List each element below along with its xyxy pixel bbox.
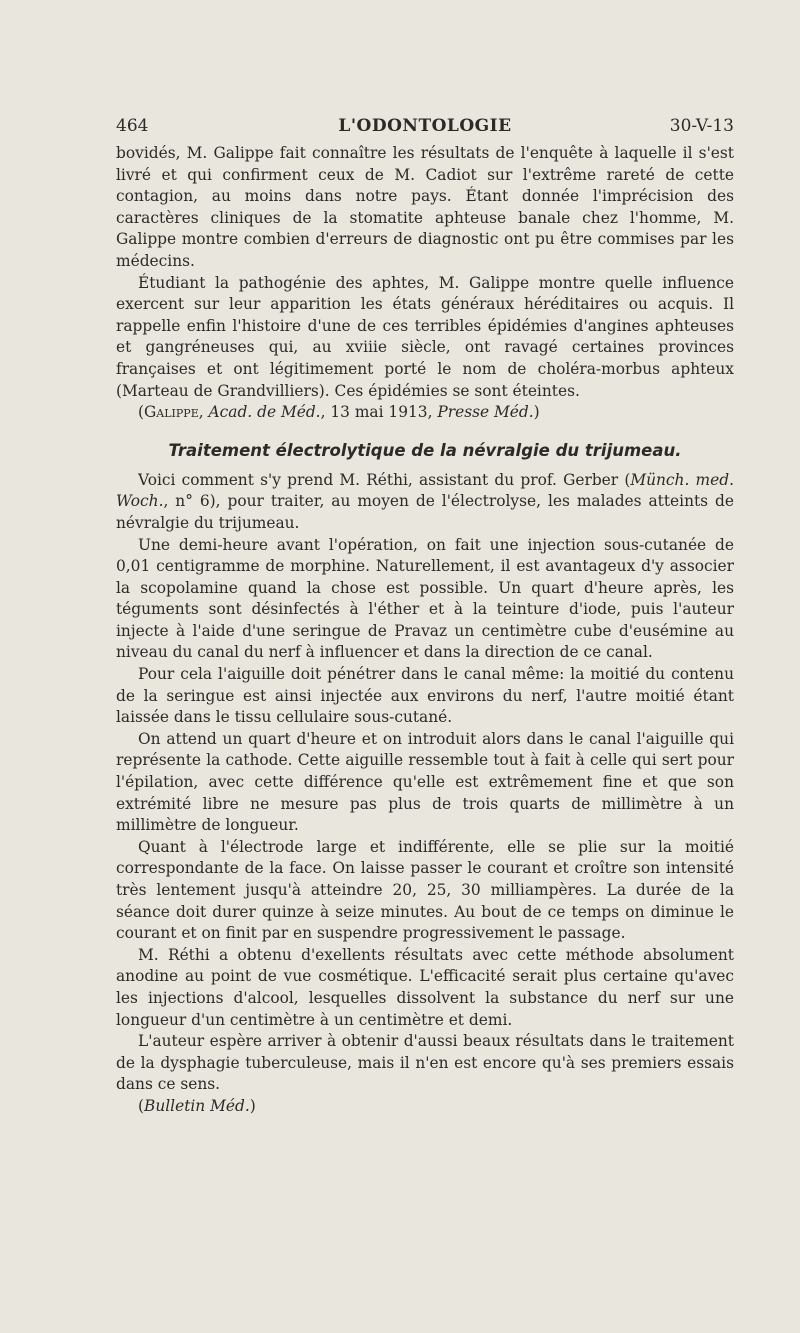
citation-date: , 13 mai 1913, <box>320 403 438 422</box>
citation-open: ( <box>138 403 145 422</box>
citation-close: ) <box>249 1096 256 1115</box>
citation <box>116 402 734 424</box>
paragraph <box>116 470 734 535</box>
paragraph-text: Voici comment s'y prend M. Réthi, assistant du prof. Gerber ( <box>138 470 631 489</box>
paragraph: Une demi-heure avant l'opération, on fait une injection sous-cutanée de 0,01 centigramme de morphine. Naturellement, il est avantageux d'y associer la scopolamine quand la chose est possible. Un quart d'heure après, les téguments sont désinfectés à l'éther et à la teinture d'iode, puis l'auteur injecte à l'aide d'une seringue de Pravaz un centimètre cube d'eusémine au niveau du canal du nerf à influencer et dans la direction de ce canal. <box>116 535 734 662</box>
citation-journal: Bulletin Méd. <box>144 1096 250 1115</box>
paragraph-text: , n° 6), pour traiter, au moyen de l'électrolyse, les malades atteints de névralgie du trijumeau. <box>116 492 734 532</box>
citation <box>116 1096 734 1118</box>
citation-close: ) <box>533 403 540 422</box>
journal-title: L'ODONTOLOGIE <box>338 116 512 136</box>
paragraph: On attend un quart d'heure et on introduit alors dans le canal l'aiguille qui représente la cathode. Cette aiguille ressemble tout à fait à celle qui sert pour l'épilation, avec cette différence qu'elle est extrêmement fine et que son extrémité libre ne mesure pas plus de trois quarts de millimètre à un millimètre de longueur. <box>116 729 734 835</box>
paragraph: Pour cela l'aiguille doit pénétrer dans le canal même: la moitié du contenu de la seringue est ainsi injectée aux environs du nerf, l'autre moitié étant laissée dans le tissu cellulaire sous-cutané. <box>116 665 734 727</box>
section-title: Traitement électrolytique de la névralgie du trijumeau. <box>168 440 682 460</box>
citation-open: ( <box>138 1096 145 1115</box>
paragraph: L'auteur espère arriver à obtenir d'aussi beaux résultats dans le traitement de la dysphagie tuberculeuse, mais il n'en est encore qu'à ses premiers essais dans ce sens. <box>116 1032 734 1094</box>
citation-author: Galippe <box>144 403 199 422</box>
citation-sep: , <box>198 403 209 422</box>
paragraph: bovidés, M. Galippe fait connaître les résultats de l'enquête à laquelle il s'est livré et qui confirment ceux de M. Cadiot sur l'extrême rareté de cette contagion, au moins dans notre pays. Étant donnée l'imprécision des caractères cliniques de la stomatite aphteuse banale chez l'homme, M. Galippe montre combien d'erreurs de diagnostic ont pu être commises par les médecins. <box>116 144 734 270</box>
citation-journal: Acad. de Méd. <box>208 403 321 422</box>
journal-reference: Münch. med. Woch. <box>116 470 734 511</box>
paragraph: M. Réthi a obtenu d'exellents résultats avec cette méthode absolument anodine au point de vue cosmétique. L'efficacité serait plus certaine qu'avec les injections d'alcool, lesquelles dissolvent la substance du nerf sur une longueur d'un centimètre à un centimètre et demi. <box>116 945 734 1029</box>
issue-date: 30-V-13 <box>669 116 734 136</box>
paragraph: Étudiant la pathogénie des aphtes, M. Galippe montre quelle influence exercent sur leur apparition les états généraux héréditaires ou acquis. Il rappelle enfin l'histoire d'une de ces terribles épidémies d'angines aphteuses et gangréneuses qui, au xviiie siècle, ont ravagé certaines provinces françaises et ont légitimement porté le nom de choléra-morbus aphteux (Marteau de Grandvilliers). Ces épidémies se sont éteintes. <box>116 273 734 400</box>
running-header <box>116 116 734 140</box>
page-number: 464 <box>116 116 149 136</box>
citation-journal-2: Presse Méd. <box>437 403 534 422</box>
paragraph: Quant à l'électrode large et indifférente, elle se plie sur la moitié correspondante de la face. On laisse passer le courant et croître son intensité très lentement jusqu'à atteindre 20, 25, 30 milliampères. La durée de la séance doit durer quinze à seize minutes. Au bout de ce temps on diminue le courant et on finit par en suspendre progressivement le passage. <box>116 837 734 943</box>
article-body <box>116 143 734 1118</box>
